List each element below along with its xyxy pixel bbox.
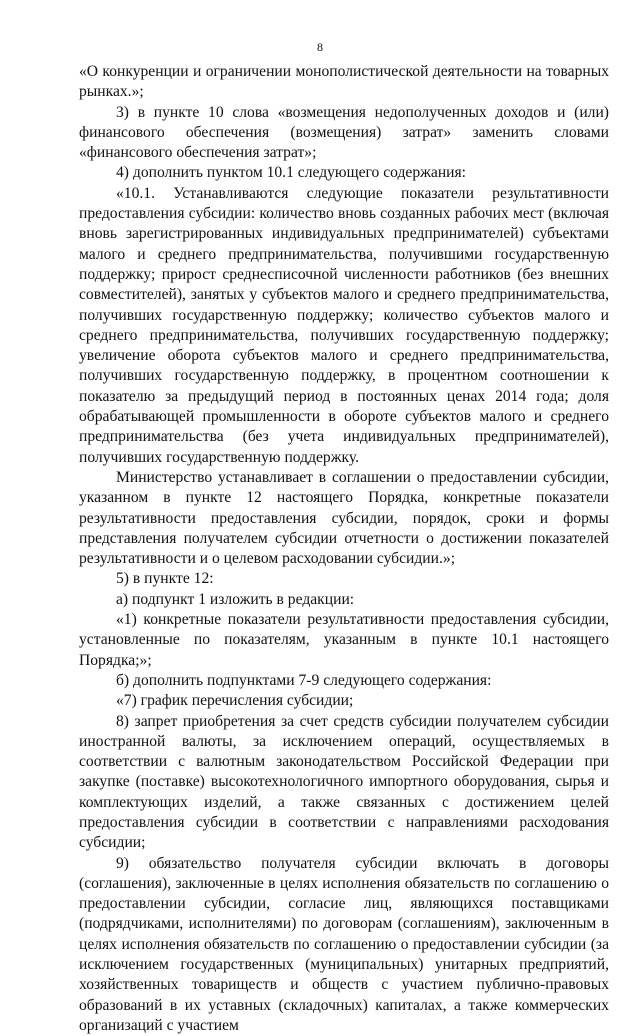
paragraph: 3) в пункте 10 слова «возмещения недополученных доходов и (или) финансового обеспечения (возмещения) затрат» заменить словами «финансового обеспечения затрат»; [79, 103, 609, 162]
document-body [79, 62, 609, 1036]
paragraph: 5) в пункте 12: [116, 570, 214, 588]
paragraph: Министерство устанавливает в соглашении о предоставлении субсидии, указанном в пункте 12 настоящего Порядка, конкретные показатели результативности предоставления субсидии, порядок, сроки и формы представления получателем субсидии отчетности о достижении показателей результативности и о целевом расходовании субсидии.»; [79, 468, 609, 568]
paragraph: «О конкуренции и ограничении монополистической деятельности на товарных рынках.»; [79, 63, 609, 101]
paragraph: б) дополнить подпунктами 7-9 следующего содержания: [116, 671, 492, 689]
paragraph: а) подпункт 1 изложить в редакции: [116, 590, 355, 608]
paragraph: «7) график перечисления субсидии; [116, 692, 354, 710]
paragraph: 8) запрет приобретения за счет средств субсидии получателем субсидии иностранной валюты, за исключением операций, осуществляемых в соответствии с валютным законодательством Российской Федерации при закупке (поставке) высокотехнологичного импортного оборудования, сырья и комплектующих изделий, а также связанных с достижением целей предоставления субсидии в соответствии с направлениями расходования субсидии; [79, 712, 609, 852]
paragraph: «1) конкретные показатели результативности предоставления субсидии, установленные по показателям, указанным в пункте 10.1 настоящего Порядка;»; [79, 611, 609, 669]
paragraph: 9) обязательство получателя субсидии включать в договоры (соглашения), заключенные в целях исполнения обязательств по соглашению о предоставлении субсидии, согласие лиц, являющихся поставщиками (подрядчиками, исполнителями) по договорам (соглашениям), заключенным в целях исполнения обязательств по соглашению о предоставлении субсидии (за исключением государственных (муниципальных) унитарных предприятий, хозяйственных товариществ и обществ с участием публично-правовых образований в их уставных (складочных) капиталах, а также коммерческих организаций с участием [79, 854, 609, 1034]
paragraph: 4) дополнить пунктом 10.1 следующего содержания: [116, 164, 467, 182]
page-number: 8 [317, 40, 323, 54]
paragraph: «10.1. Устанавливаются следующие показатели результативности предоставления субсидии: количество вновь созданных рабочих мест (включая вновь зарегистрированных индивидуальных предпринимателей) субъектами малого и среднего предпринимательства, получившими государственную поддержку; прирост среднесписочной численности работников (без внешних совместителей), занятых у субъектов малого и среднего предпринимательства, получивших государственную поддержку; количество субъектов малого и среднего предпринимательства, получивших государственную поддержку; увеличение оборота субъектов малого и среднего предпринимательства, получивших государственную поддержку, в процентном соотношении к показателю за предыдущий период в постоянных ценах 2014 года; доля обрабатывающей промышленности в обороте субъектов малого и среднего предпринимательства (без учета индивидуальных предпринимателей), получивших государственную поддержку. [79, 184, 609, 466]
